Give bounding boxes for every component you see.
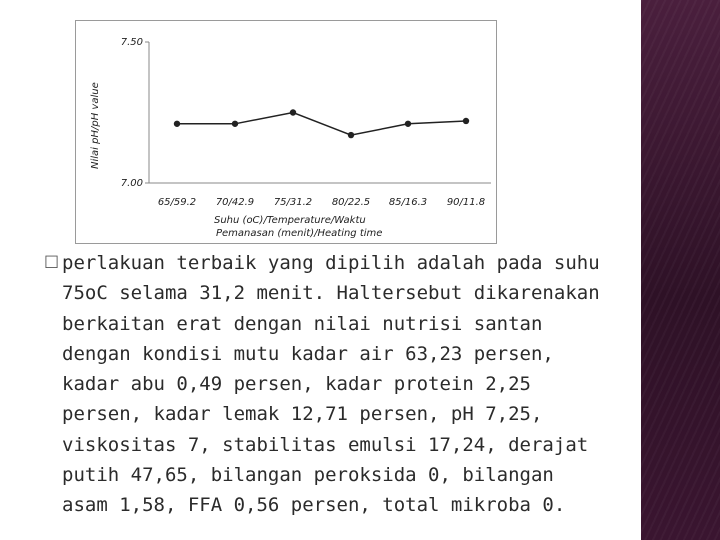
body-paragraph-block: [45, 248, 610, 521]
x-tick-label: 65/59.2: [157, 197, 197, 208]
data-point: [290, 109, 296, 115]
x-axis-label-line1: Suhu (oC)/Temperature/Waktu: [214, 215, 366, 226]
series-line: [177, 113, 466, 136]
decorative-side-bar: [641, 0, 720, 540]
x-tick-label: 80/22.5: [331, 197, 371, 208]
y-axis-label: Nilai pH/pH value: [90, 82, 101, 169]
x-axis-label-line2: Pemanasan (menit)/Heating time: [216, 228, 383, 239]
x-tick-label: 90/11.8: [446, 197, 486, 208]
chart-svg: [76, 21, 496, 243]
data-point: [174, 121, 180, 127]
y-tick-label: 7.00: [120, 178, 143, 189]
x-tick-label: 85/16.3: [388, 197, 428, 208]
x-tick-label: 75/31.2: [273, 197, 313, 208]
data-point: [463, 118, 469, 124]
body-paragraph: perlakuan terbaik yang dipilih adalah pada suhu 75oC selama 31,2 menit. Haltersebut dikarenakan berkaitan erat dengan nilai nutrisi santan dengan kondisi mutu kadar air 63,23 persen, kadar abu 0,49 persen, kadar protein 2,25 persen, kadar lemak 12,71 persen, pH 7,25, viskositas 7, stabilitas emulsi 17,24, derajat putih 47,65, bilangan peroksida 0, bilangan asam 1,58, FFA 0,56 persen, total mikroba 0.: [62, 252, 600, 517]
data-point: [348, 132, 354, 138]
data-point: [232, 121, 238, 127]
x-tick-label: 70/42.9: [215, 197, 255, 208]
ph-line-chart: [75, 20, 497, 244]
data-point: [405, 121, 411, 127]
box-bullet-icon: □: [44, 251, 60, 270]
y-tick-label: 7.50: [120, 37, 143, 48]
